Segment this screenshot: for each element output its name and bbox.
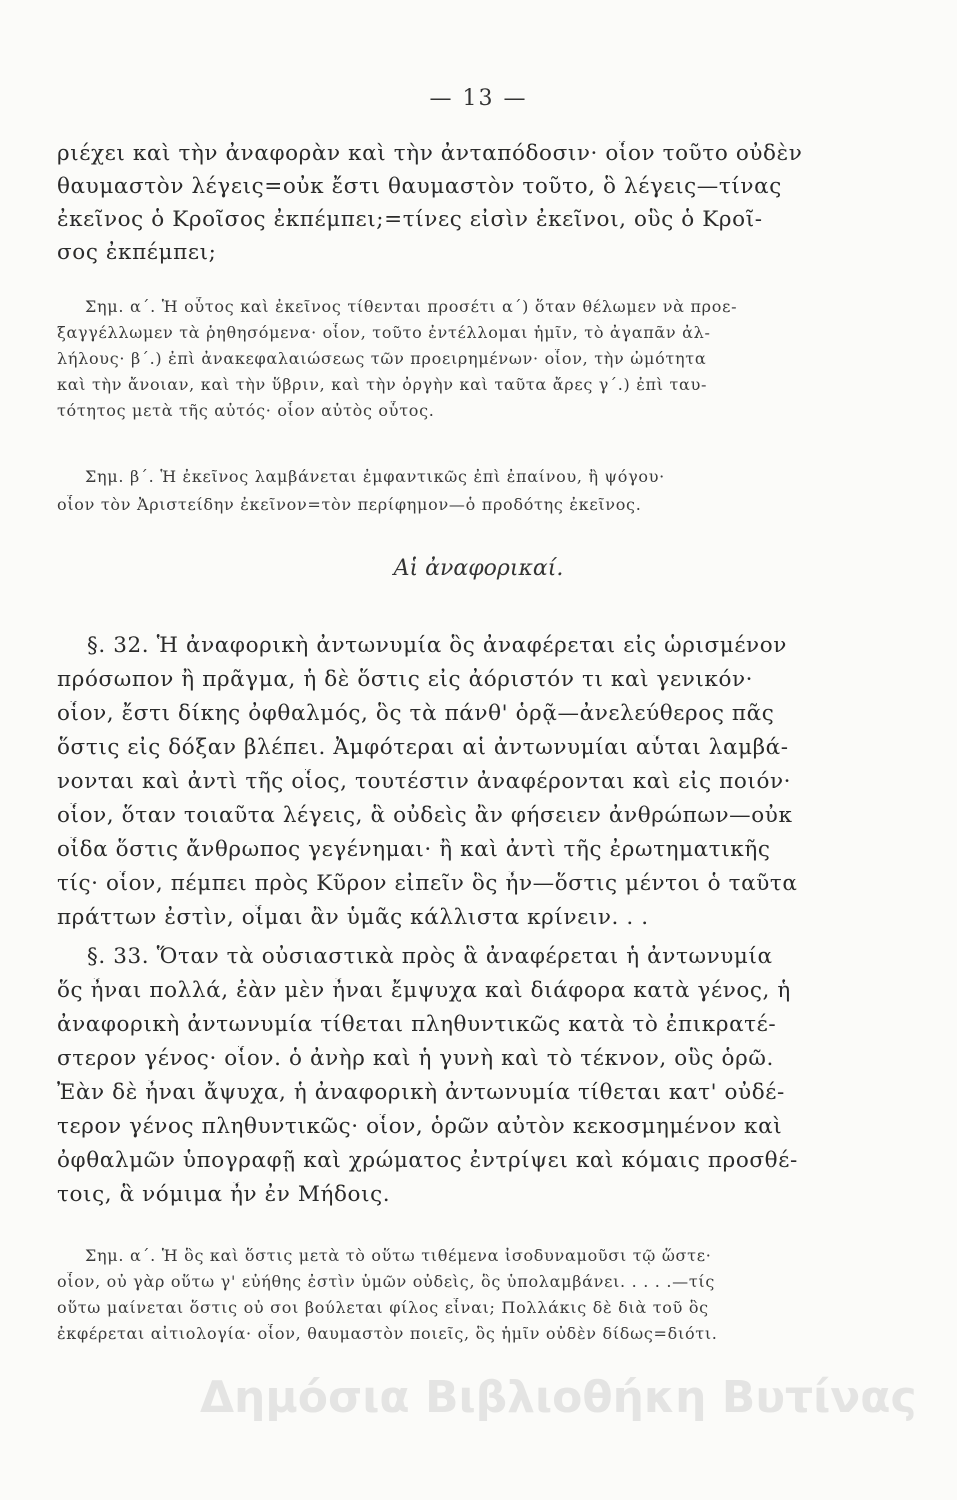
note-line: ξαγγέλλωμεν τὰ ῥηθησόμενα· οἷον, τοῦτο ἐντέλλομαι ἡμῖν, τὸ ἀγαπᾶν ἀλ- bbox=[57, 323, 711, 342]
note-line: καὶ τὴν ἄνοιαν, καὶ τὴν ὕβριν, καὶ τὴν ὀργὴν καὶ ταῦτα ἄρες γ΄.) ἐπὶ ταυ- bbox=[57, 375, 708, 394]
text-line: θαυμαστὸν λέγεις=οὐκ ἔστι θαυμαστὸν τοῦτο, ὃ λέγεις—τίνας bbox=[57, 174, 782, 199]
text-line: §. 33. Ὅταν τὰ οὐσιαστικὰ πρὸς ἃ ἀναφέρεται ἡ ἀντωνυμία bbox=[87, 944, 773, 969]
note-line: λήλους· β΄.) ἐπὶ ἀνακεφαλαιώσεως τῶν προειρημένων· οἷον, τὴν ὠμότητα bbox=[57, 349, 707, 368]
text-line: Ἐὰν δὲ ἦναι ἄψυχα, ἡ ἀναφορικὴ ἀντωνυμία τίθεται κατ' οὐδέ- bbox=[57, 1080, 785, 1105]
note-line: Σημ. α΄. Ἡ ὃς καὶ ὅστις μετὰ τὸ οὕτω τιθέμενα ἰσοδυναμοῦσι τῷ ὥστε· bbox=[85, 1246, 712, 1265]
note-line: τότητος μετὰ τῆς αὐτός· οἷον αὐτὸς οὗτος. bbox=[57, 401, 435, 420]
text-line: τίς· οἷον, πέμπει πρὸς Κῦρον εἰπεῖν ὃς ἦν—ὅστις μέντοι ὁ ταῦτα bbox=[57, 871, 798, 896]
text-line: οἷον, ἔστι δίκης ὀφθαλμός, ὃς τὰ πάνθ' ὁρᾷ—ἀνελεύθερος πᾶς bbox=[57, 701, 775, 726]
text-line: ἀναφορικὴ ἀντωνυμία τίθεται πληθυντικῶς κατὰ τὸ ἐπικρατέ- bbox=[57, 1012, 777, 1037]
text-line: οἷον, ὅταν τοιαῦτα λέγεις, ἃ οὐδεὶς ἂν φήσειεν ἀνθρώπων—οὐκ bbox=[57, 803, 793, 828]
page-number: — 13 — bbox=[429, 86, 528, 111]
text-line: οἶδα ὅστις ἄνθρωπος γεγένημαι· ἢ καὶ ἀντὶ τῆς ἐρωτηματικῆς bbox=[57, 837, 771, 862]
text-line: ὅστις εἰς δόξαν βλέπει. Ἀμφότεραι αἱ ἀντωνυμίαι αὗται λαμβά- bbox=[57, 735, 789, 760]
note-line: οἷον τὸν Ἀριστείδην ἐκεῖνον=τὸν περίφημον—ὁ προδότης ἐκεῖνος. bbox=[57, 495, 642, 514]
note-line: οὕτω μαίνεται ὅστις οὐ σοι βούλεται φίλος εἶναι; Πολλάκις δὲ διὰ τοῦ ὃς bbox=[57, 1298, 709, 1317]
text-line: ὅς ἦναι πολλά, ἐὰν μὲν ἦναι ἔμψυχα καὶ διάφορα κατὰ γένος, ἡ bbox=[57, 978, 791, 1003]
note-line: οἷον, οὐ γὰρ οὕτω γ' εὐήθης ἐστὶν ὑμῶν οὐδεὶς, ὃς ὑπολαμβάνει. . . . .—τίς bbox=[57, 1272, 716, 1291]
text-line: πρόσωπον ἢ πρᾶγμα, ἡ δὲ ὅστις εἰς ἀόριστόν τι καὶ γενικόν· bbox=[57, 667, 754, 692]
text-line: τερον γένος πληθυντικῶς· οἷον, ὁρῶν αὐτὸν κεκοσμημένον καὶ bbox=[57, 1114, 783, 1139]
text-line: νονται καὶ ἀντὶ τῆς οἷος, τουτέστιν ἀναφέρονται καὶ εἰς ποιόν· bbox=[57, 769, 792, 794]
text-line: ἐκεῖνος ὁ Κροῖσος ἐκπέμπει;=τίνες εἰσὶν ἐκεῖνοι, οὓς ὁ Κροῖ- bbox=[57, 207, 763, 232]
text-line: σος ἐκπέμπει; bbox=[57, 240, 217, 265]
note-line: Σημ. α΄. Ἡ οὗτος καὶ ἐκεῖνος τίθενται προσέτι α΄) ὅταν θέλωμεν νὰ προε- bbox=[85, 297, 738, 316]
text-line: ριέχει καὶ τὴν ἀναφορὰν καὶ τὴν ἀνταπόδοσιν· οἷον τοῦτο οὐδὲν bbox=[57, 141, 803, 166]
text-line: ὀφθαλμῶν ὑπογραφῇ καὶ χρώματος ἐντρίψει καὶ κόμαις προσθέ- bbox=[57, 1148, 798, 1173]
text-line: πράττων ἐστὶν, οἶμαι ἂν ὑμᾶς κάλλιστα κρίνειν. . . bbox=[57, 905, 649, 930]
section-heading: Αἱ ἀναφορικαί. bbox=[393, 556, 564, 581]
library-watermark: Δημόσια Βιβλιοθήκη Βυτίνας bbox=[200, 1372, 917, 1423]
note-line: ἐκφέρεται αἰτιολογία· οἷον, θαυμαστὸν ποιεῖς, ὃς ἡμῖν οὐδὲν δίδως=διότι. bbox=[57, 1324, 718, 1343]
note-line: Σημ. β΄. Ἡ ἐκεῖνος λαμβάνεται ἐμφαντικῶς ἐπὶ ἐπαίνου, ἢ ψόγου· bbox=[85, 467, 665, 486]
text-line: §. 32. Ἡ ἀναφορικὴ ἀντωνυμία ὃς ἀναφέρεται εἰς ὡρισμένον bbox=[87, 633, 787, 658]
text-line: στερον γένος· οἷον. ὁ ἀνὴρ καὶ ἡ γυνὴ καὶ τὸ τέκνον, οὓς ὁρῶ. bbox=[57, 1046, 774, 1071]
text-line: τοις, ἃ νόμιμα ἦν ἐν Μήδοις. bbox=[57, 1182, 391, 1207]
